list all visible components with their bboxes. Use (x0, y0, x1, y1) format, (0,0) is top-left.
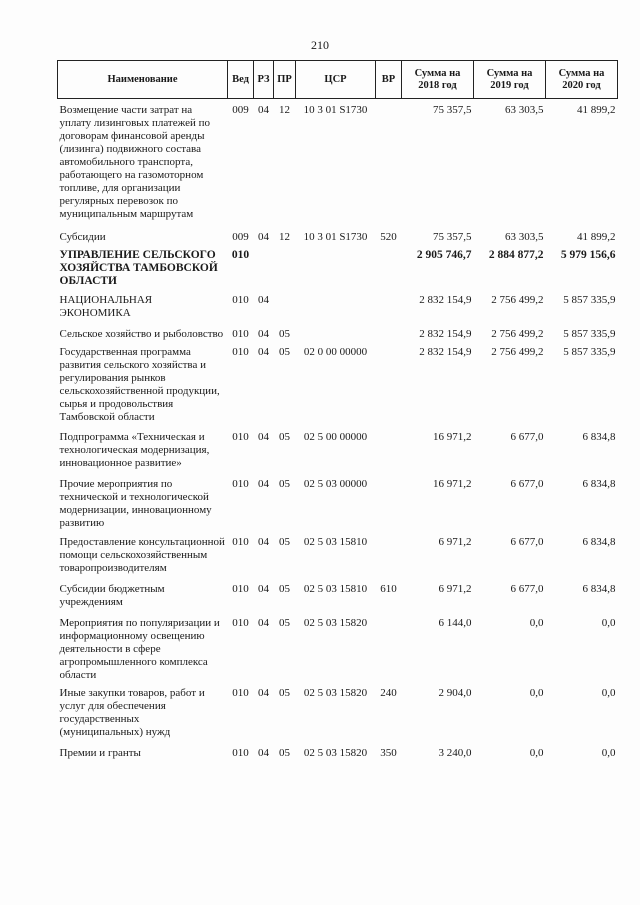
table-row (58, 320, 618, 341)
cell-y2020: 5 857 335,9 (563, 328, 616, 340)
header-csr: ЦСР (296, 61, 376, 99)
cell-y2018: 6 971,2 (438, 536, 472, 548)
cell-ved: 010 (232, 478, 249, 490)
cell-y2018: 16 971,2 (433, 431, 472, 443)
table-row (58, 244, 618, 288)
cell-name: НАЦИОНАЛЬНАЯ ЭКОНОМИКА (59, 294, 153, 319)
table-row (58, 470, 618, 530)
cell-y2018: 3 240,0 (438, 747, 472, 759)
cell-vr (376, 320, 402, 341)
cell-pr: 05 (279, 478, 290, 490)
table-row (58, 609, 618, 682)
cell-vr (376, 470, 402, 530)
cell-vr (376, 609, 402, 682)
table-row (58, 682, 618, 739)
header-pr: ПР (274, 61, 296, 99)
cell-y2018: 2 832 154,9 (419, 294, 472, 306)
table-row (58, 221, 618, 244)
cell-y2020: 6 834,8 (582, 431, 616, 443)
cell-vr: 520 (380, 231, 397, 243)
cell-csr (296, 244, 376, 288)
cell-name: Прочие мероприятия по технической и технологической модернизации, инновационному развитию (59, 478, 212, 529)
cell-ved: 010 (232, 431, 249, 443)
cell-pr: 12 (279, 231, 290, 243)
cell-name: Премии и гранты (59, 747, 141, 759)
cell-vr: 350 (380, 747, 397, 759)
cell-rz: 04 (258, 346, 269, 358)
cell-rz: 04 (258, 328, 269, 340)
cell-y2020: 6 834,8 (582, 536, 616, 548)
table-row (58, 575, 618, 609)
cell-y2019: 0,0 (529, 687, 544, 699)
cell-name: Предоставление консультационной помощи сельскохозяйственным товаропроизводителям (59, 536, 225, 574)
cell-rz: 04 (258, 431, 269, 443)
cell-ved: 010 (232, 747, 249, 759)
cell-name: Подпрограмма «Техническая и технологическая модернизация, инновационное развитие» (59, 431, 210, 469)
cell-rz: 04 (258, 478, 269, 490)
cell-y2018: 2 832 154,9 (419, 346, 472, 358)
cell-rz: 04 (258, 104, 269, 116)
cell-y2020: 0,0 (601, 617, 616, 629)
cell-y2020: 5 857 335,9 (563, 346, 616, 358)
budget-table (57, 60, 618, 760)
cell-csr: 02 5 03 00000 (303, 478, 368, 490)
header-ved: Вед (228, 61, 254, 99)
cell-ved: 010 (232, 328, 249, 340)
cell-rz: 04 (258, 617, 269, 629)
cell-ved: 010 (231, 249, 250, 261)
table-row (58, 288, 618, 320)
cell-rz: 04 (258, 687, 269, 699)
table-body (58, 99, 618, 761)
cell-csr: 02 5 03 15820 (303, 617, 368, 629)
cell-rz: 04 (258, 747, 269, 759)
cell-y2018: 75 357,5 (433, 104, 472, 116)
header-name: Наименование (58, 61, 228, 99)
cell-y2018: 75 357,5 (433, 231, 472, 243)
cell-y2019: 2 756 499,2 (491, 346, 544, 358)
cell-y2019: 0,0 (529, 747, 544, 759)
cell-pr (274, 244, 296, 288)
cell-y2020: 0,0 (601, 687, 616, 699)
cell-rz: 04 (258, 536, 269, 548)
cell-name: Возмещение части затрат на уплату лизинговых платежей по договорам финансовой аренды (лизинга) подвижного состава автомобильного транспорта, работающего на газомоторном топливе, для организации регулярных перевозок по муниципальным маршрутам (59, 104, 210, 220)
page-number: 210 (311, 38, 329, 52)
cell-ved: 009 (232, 104, 249, 116)
cell-y2019: 2 884 877,2 (488, 249, 544, 261)
cell-csr: 02 5 00 00000 (303, 431, 368, 443)
cell-name: Иные закупки товаров, работ и услуг для обеспечения государственных (муниципальных) нужд (59, 687, 205, 738)
cell-y2019: 6 677,0 (510, 478, 544, 490)
cell-y2018: 2 832 154,9 (419, 328, 472, 340)
cell-ved: 010 (232, 583, 249, 595)
cell-vr: 240 (380, 687, 397, 699)
cell-vr (376, 244, 402, 288)
header-2019: Сумма на 2019 год (474, 61, 546, 99)
cell-csr: 10 3 01 S1730 (303, 231, 368, 243)
cell-vr (376, 99, 402, 222)
table-row (58, 341, 618, 424)
cell-csr (296, 288, 376, 320)
cell-y2020: 5 979 156,6 (560, 249, 616, 261)
cell-y2019: 6 677,0 (510, 431, 544, 443)
cell-ved: 009 (232, 231, 249, 243)
cell-pr: 05 (279, 328, 290, 340)
cell-y2020: 41 899,2 (577, 231, 616, 243)
header-rz: РЗ (254, 61, 274, 99)
cell-y2019: 0,0 (529, 617, 544, 629)
cell-ved: 010 (232, 346, 249, 358)
cell-csr: 02 5 03 15820 (303, 687, 368, 699)
cell-y2019: 6 677,0 (510, 583, 544, 595)
cell-y2019: 63 303,5 (505, 231, 544, 243)
cell-y2019: 2 756 499,2 (491, 328, 544, 340)
cell-rz: 04 (258, 231, 269, 243)
cell-vr (376, 530, 402, 575)
table-header (58, 61, 618, 99)
cell-y2020: 41 899,2 (577, 104, 616, 116)
cell-pr: 05 (279, 346, 290, 358)
cell-y2020: 0,0 (601, 747, 616, 759)
cell-vr (376, 341, 402, 424)
cell-rz (254, 244, 274, 288)
cell-name: УПРАВЛЕНИЕ СЕЛЬСКОГО ХОЗЯЙСТВА ТАМБОВСКОЙ ОБЛАСТИ (59, 249, 218, 287)
cell-name: Субсидии (59, 231, 106, 243)
cell-y2018: 2 904,0 (438, 687, 472, 699)
cell-y2018: 6 144,0 (438, 617, 472, 629)
header-2020: Сумма на 2020 год (546, 61, 618, 99)
cell-vr (376, 424, 402, 470)
cell-pr: 05 (279, 617, 290, 629)
cell-pr: 05 (279, 536, 290, 548)
cell-name: Государственная программа развития сельского хозяйства и регулирования рынков сельскохозяйственной продукции, сырья и продовольствия Тамбовской области (59, 346, 220, 423)
table-row (58, 739, 618, 760)
cell-y2019: 2 756 499,2 (491, 294, 544, 306)
cell-pr: 12 (279, 104, 290, 116)
cell-csr: 10 3 01 S1730 (303, 104, 368, 116)
cell-vr (376, 288, 402, 320)
cell-name: Мероприятия по популяризации и информационному освещению деятельности в сфере агропромышленного комплекса области (59, 617, 220, 681)
cell-y2020: 6 834,8 (582, 478, 616, 490)
header-2018: Сумма на 2018 год (402, 61, 474, 99)
cell-csr: 02 0 00 00000 (303, 346, 368, 358)
cell-rz: 04 (258, 294, 269, 306)
table-row (58, 99, 618, 222)
cell-name: Субсидии бюджетным учреждениям (59, 583, 165, 608)
cell-rz: 04 (258, 583, 269, 595)
cell-ved: 010 (232, 617, 249, 629)
cell-ved: 010 (232, 687, 249, 699)
cell-y2019: 63 303,5 (505, 104, 544, 116)
table-row (58, 530, 618, 575)
table-row (58, 424, 618, 470)
cell-pr: 05 (279, 687, 290, 699)
cell-csr: 02 5 03 15810 (303, 583, 368, 595)
cell-name: Сельское хозяйство и рыболовство (59, 328, 224, 340)
cell-ved: 010 (232, 536, 249, 548)
header-vr: ВР (376, 61, 402, 99)
cell-pr: 05 (279, 583, 290, 595)
cell-vr: 610 (380, 583, 397, 595)
cell-csr (296, 320, 376, 341)
cell-y2018: 16 971,2 (433, 478, 472, 490)
cell-pr: 05 (279, 747, 290, 759)
cell-y2019: 6 677,0 (510, 536, 544, 548)
cell-y2020: 5 857 335,9 (563, 294, 616, 306)
cell-y2018: 6 971,2 (438, 583, 472, 595)
cell-csr: 02 5 03 15810 (303, 536, 368, 548)
cell-y2018: 2 905 746,7 (416, 249, 472, 261)
cell-pr (274, 288, 296, 320)
cell-csr: 02 5 03 15820 (303, 747, 368, 759)
cell-ved: 010 (232, 294, 249, 306)
cell-pr: 05 (279, 431, 290, 443)
cell-y2020: 6 834,8 (582, 583, 616, 595)
